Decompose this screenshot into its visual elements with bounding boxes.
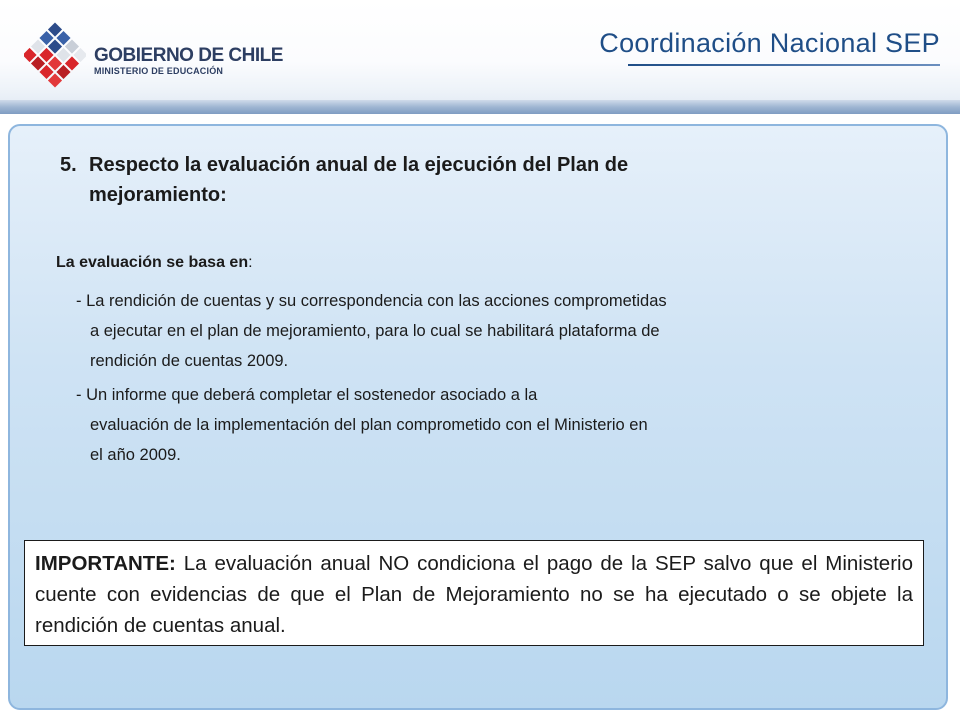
bullet1-line-2: a ejecutar en el plan de mejoramiento, para lo cual se habilitará plataforma de [90,322,660,340]
gobierno-de-chile-logo-icon [24,22,86,88]
slide-header [0,0,960,112]
heading-line-1: Respecto la evaluación anual de la ejecución del Plan de [89,154,629,176]
intro-bold-text: La evaluación se basa en [56,254,249,271]
bullet2-line-2: evaluación de la implementación del plan comprometido con el Ministerio en [90,416,648,434]
title-underline [628,64,940,66]
logo-line-ministerio: MINISTERIO DE EDUCACIÓN [94,66,224,76]
bullet-informe [76,380,876,470]
intro-line [56,254,253,272]
bullet1-line-3: rendición de cuentas 2009. [90,352,289,370]
bullet1-line-1: - La rendición de cuentas y su correspondencia con las acciones comprometidas [76,292,667,310]
header-title: Coordinación Nacional SEP [599,28,940,58]
important-label: IMPORTANTE: [35,552,176,575]
important-text: La evaluación anual NO condiciona el pago de la SEP salvo que el Ministerio cuente con evidencias de que el Plan de Mejoramiento no se ha ejecutado o se objete la rendición de cuentas anual. [35,552,913,637]
section-number: 5. [60,154,77,176]
logo-text [94,46,283,77]
logo-line-gobierno: GOBIERNO DE CHILE [94,45,283,66]
intro-colon: : [248,254,253,271]
header-divider [0,100,960,114]
bullet-rendicion [76,286,876,376]
bullet2-line-3: el año 2009. [90,446,181,464]
important-notice-box [24,540,924,646]
heading-line-2: mejoramiento: [89,184,227,206]
section-heading [60,150,840,210]
bullet2-line-1: - Un informe que deberá completar el sostenedor asociado a la [76,386,538,404]
